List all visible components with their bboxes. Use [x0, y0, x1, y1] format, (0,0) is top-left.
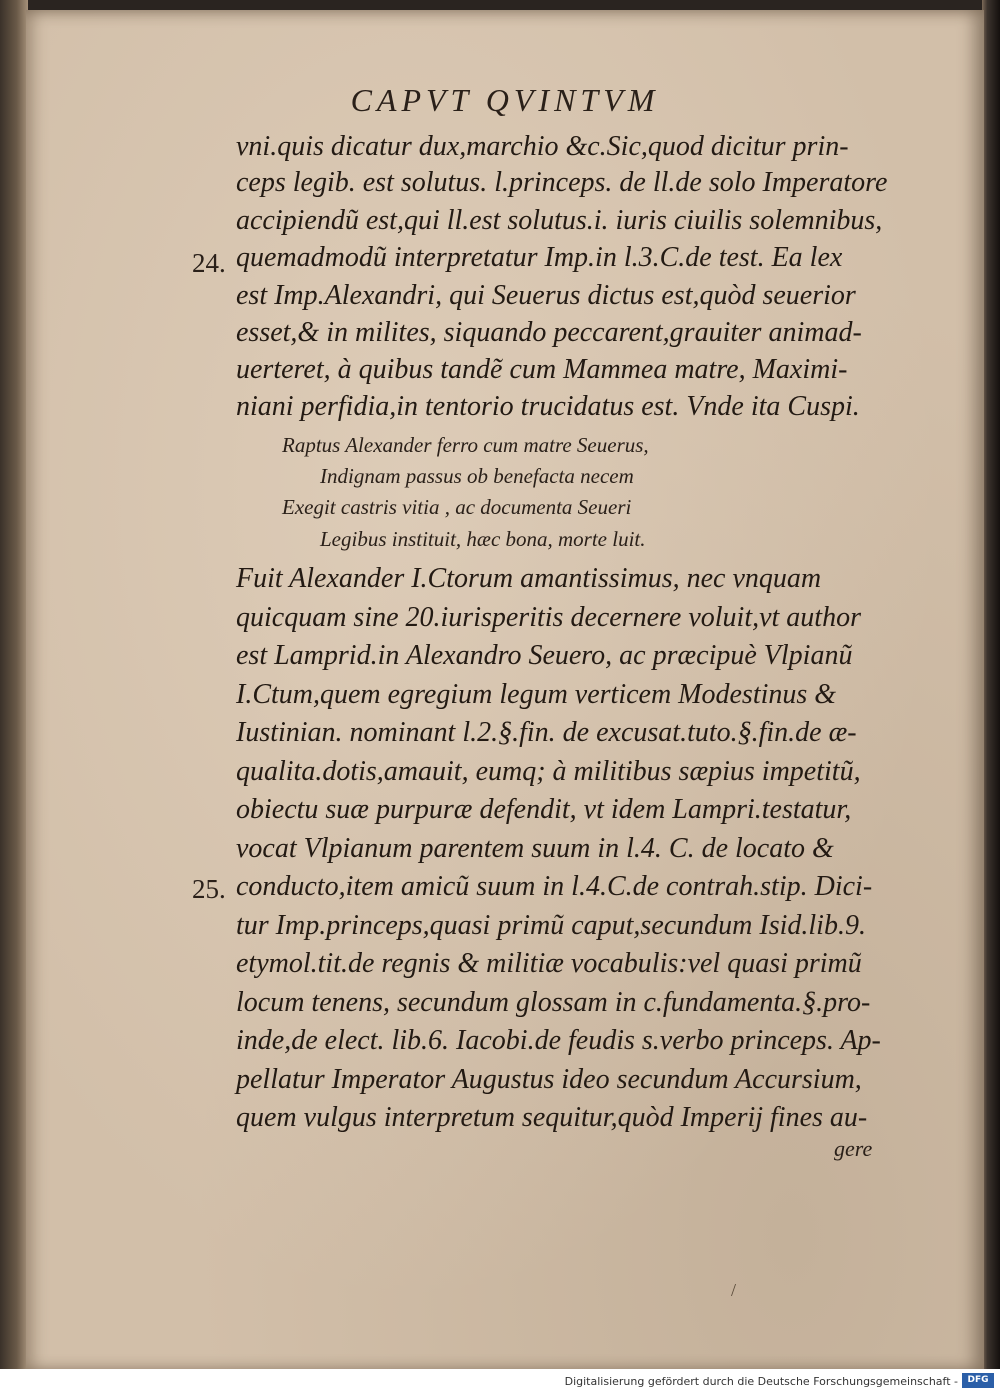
text-line-1: vni.quis dicatur dux,marchio &c.Sic,quod dicitur prin- [236, 131, 849, 162]
text-line-23: quem vulgus interpretum sequitur,quòd Imperij fines au- [236, 1102, 868, 1133]
book-binding-edge [0, 0, 28, 1380]
text-line-10: quicquam sine 20.iurisperitis decernere voluit,vt author [236, 602, 861, 633]
page-fore-edge [982, 0, 1000, 1380]
text-line-14: qualita.dotis,amauit, eumq; à militibus sæpius impetitũ, [236, 756, 861, 787]
text-line-11: est Lamprid.in Alexandro Seuero, ac præcipuè Vlpianũ [236, 640, 853, 671]
footer-bar [0, 1369, 1000, 1391]
text-line-3: accipiendũ est,qui ll.est solutus.i. iuris ciuilis solemnibus, [236, 205, 883, 236]
footer-credit: Digitalisierung gefördert durch die Deutsche Forschungsgemeinschaft - [564, 1375, 958, 1388]
text-line-12: I.Ctum,quem egregium legum verticem Modestinus & [236, 679, 837, 710]
text-line-21: inde,de elect. lib.6. Iacobi.de feudis s.verbo princeps. Ap- [236, 1025, 881, 1056]
margin-number-25: 25. [192, 874, 226, 904]
text-line-20: locum tenens, secundum glossam in c.fundamenta.§.pro- [236, 987, 871, 1018]
text-line-7: uerteret, à quibus tandẽ cum Mammea matre, Maximi- [236, 354, 848, 385]
text-line-15: obiectu suæ purpuræ defendit, vt idem Lampri.testatur, [236, 794, 852, 825]
text-line-16: vocat Vlpianum parentem suum in l.4. C. de locato & [236, 833, 834, 864]
text-line-18: tur Imp.princeps,quasi primũ caput,secundum Isid.lib.9. [236, 910, 866, 941]
text-line-17: conducto,item amicũ suum in l.4.C.de contrah.stip. Dici- [236, 871, 873, 902]
margin-number-24: 24. [192, 248, 226, 278]
text-line-6: esset,& in milites, siquando peccarent,grauiter animad- [236, 317, 862, 348]
text-line-9: Fuit Alexander I.Ctorum amantissimus, nec vnquam [236, 563, 822, 594]
stray-mark: / [731, 1280, 737, 1300]
dfg-logo-icon: DFG [962, 1373, 994, 1388]
catchword: gere [834, 1136, 873, 1161]
text-line-4: quemadmodũ interpretatur Imp.in l.3.C.de test. Ea lex [236, 242, 843, 273]
running-head: CAPVT QVINTVM [350, 82, 660, 118]
text-line-22: pellatur Imperator Augustus ideo secundum Accursium, [236, 1064, 862, 1095]
verse-line-1: Raptus Alexander ferro cum matre Seuerus, [282, 433, 649, 457]
book-page [26, 10, 984, 1372]
verse-line-3: Exegit castris vitia , ac documenta Seueri [282, 495, 632, 519]
text-line-19: etymol.tit.de regnis & militiæ vocabulis:vel quasi primũ [236, 948, 862, 979]
text-line-2: ceps legib. est solutus. l.princeps. de ll.de solo Imperatore [236, 167, 888, 198]
text-line-13: Iustinian. nominant l.2.§.fin. de excusat.tuto.§.fin.de æ- [236, 717, 857, 748]
text-line-8: niani perfidia,in tentorio trucidatus est. Vnde ita Cuspi. [236, 391, 860, 422]
text-line-5: est Imp.Alexandri, qui Seuerus dictus est,quòd seuerior [236, 280, 856, 311]
verse-line-2: Indignam passus ob benefacta necem [320, 464, 634, 488]
verse-line-4: Legibus instituit, hæc bona, morte luit. [320, 527, 646, 551]
